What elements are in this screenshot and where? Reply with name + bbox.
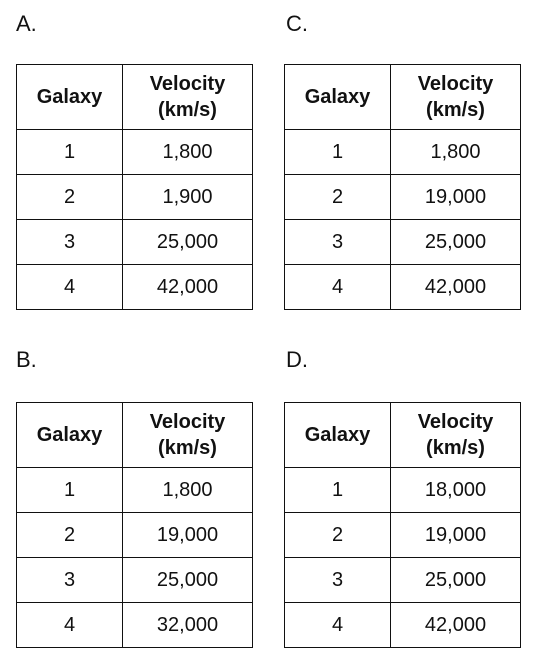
table-row [17, 130, 253, 175]
velocity-header-title: Velocity [149, 73, 226, 95]
table-header-row [17, 403, 253, 468]
table-row [17, 513, 253, 558]
velocity-cell: 19,000 [391, 175, 521, 220]
galaxy-cell: 3 [17, 558, 123, 603]
velocity-header-title: Velocity [417, 73, 494, 95]
table-row [285, 265, 521, 310]
galaxy-header: Galaxy [285, 65, 391, 130]
velocity-header-unit: (km/s) [158, 437, 217, 459]
velocity-cell: 25,000 [391, 220, 521, 265]
velocity-cell: 19,000 [391, 513, 521, 558]
galaxy-cell: 1 [17, 130, 123, 175]
galaxy-cell: 4 [285, 265, 391, 310]
table-row [17, 558, 253, 603]
velocity-header-title: Velocity [149, 411, 226, 433]
option-a-label: A. [16, 11, 37, 36]
galaxy-cell: 4 [285, 603, 391, 648]
galaxy-header: Galaxy [17, 403, 123, 468]
galaxy-cell: 2 [17, 175, 123, 220]
table-row [285, 175, 521, 220]
table-row [285, 513, 521, 558]
table-row [285, 130, 521, 175]
table-header-row [285, 403, 521, 468]
galaxy-cell: 1 [17, 468, 123, 513]
galaxy-cell: 1 [285, 130, 391, 175]
velocity-header-unit: (km/s) [426, 437, 485, 459]
option-d-table [284, 402, 521, 648]
galaxy-cell: 4 [17, 603, 123, 648]
table-row [17, 175, 253, 220]
table-header-row [17, 65, 253, 130]
velocity-header-unit: (km/s) [426, 99, 485, 121]
velocity-cell: 32,000 [123, 603, 253, 648]
table-row [17, 603, 253, 648]
velocity-cell: 42,000 [391, 265, 521, 310]
galaxy-cell: 3 [17, 220, 123, 265]
velocity-cell: 1,800 [123, 130, 253, 175]
velocity-cell: 25,000 [391, 558, 521, 603]
table-header-row [285, 65, 521, 130]
option-d-label: D. [286, 347, 308, 372]
velocity-cell: 18,000 [391, 468, 521, 513]
velocity-header [123, 65, 253, 130]
galaxy-header: Galaxy [285, 403, 391, 468]
table-row [285, 603, 521, 648]
velocity-cell: 1,800 [391, 130, 521, 175]
galaxy-cell: 3 [285, 220, 391, 265]
table-row [17, 468, 253, 513]
velocity-cell: 25,000 [123, 220, 253, 265]
velocity-cell: 1,800 [123, 468, 253, 513]
velocity-header [391, 65, 521, 130]
velocity-header-unit: (km/s) [158, 99, 217, 121]
option-b-table [16, 402, 253, 648]
velocity-header [391, 403, 521, 468]
velocity-cell: 1,900 [123, 175, 253, 220]
velocity-cell: 19,000 [123, 513, 253, 558]
velocity-header [123, 403, 253, 468]
galaxy-cell: 2 [17, 513, 123, 558]
velocity-cell: 42,000 [391, 603, 521, 648]
galaxy-cell: 2 [285, 513, 391, 558]
galaxy-cell: 2 [285, 175, 391, 220]
table-row [285, 220, 521, 265]
option-a-table [16, 64, 253, 310]
table-row [285, 468, 521, 513]
option-c-table [284, 64, 521, 310]
galaxy-cell: 1 [285, 468, 391, 513]
option-c-label: C. [286, 11, 308, 36]
velocity-cell: 42,000 [123, 265, 253, 310]
table-row [17, 220, 253, 265]
galaxy-cell: 3 [285, 558, 391, 603]
galaxy-header: Galaxy [17, 65, 123, 130]
table-row [17, 265, 253, 310]
galaxy-cell: 4 [17, 265, 123, 310]
table-row [285, 558, 521, 603]
velocity-cell: 25,000 [123, 558, 253, 603]
velocity-header-title: Velocity [417, 411, 494, 433]
option-b-label: B. [16, 347, 37, 372]
